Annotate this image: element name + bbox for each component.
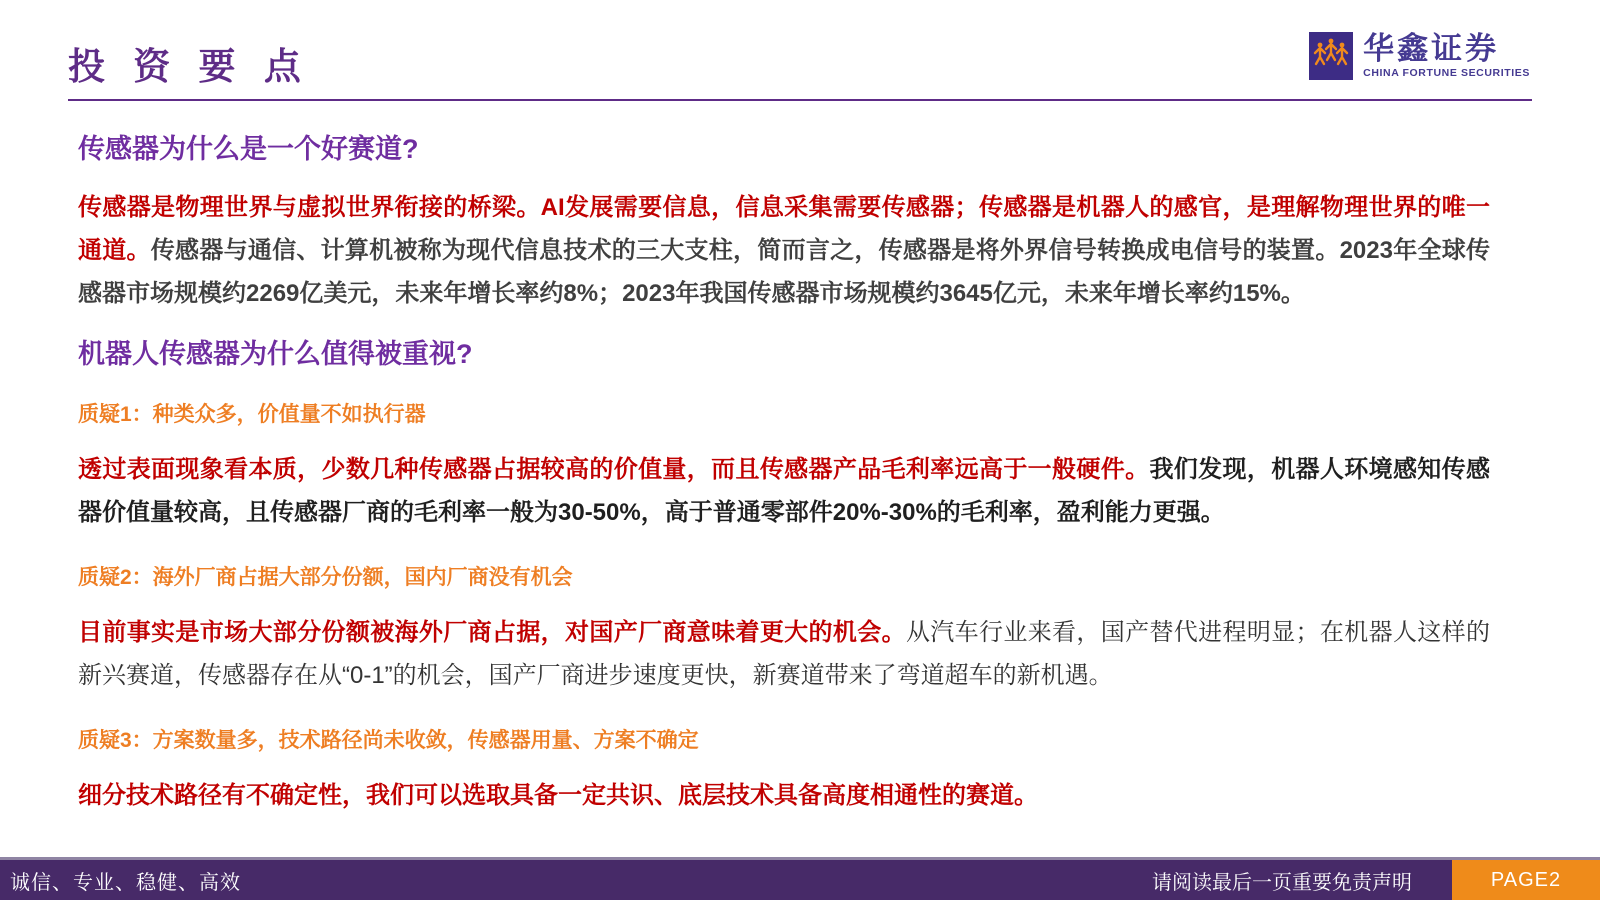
footer-motto: 诚信、专业、稳健、高效	[10, 871, 241, 894]
footer-disclaimer: 请阅读最后一页重要免责声明	[1152, 871, 1412, 894]
body-paragraph	[78, 186, 1490, 315]
challenge-label: 质疑1：种类众多，价值量不如执行器	[78, 403, 426, 426]
text-run: 透过表面现象看本质，少数几种传感器占据较高的价值量，而且传感器产品毛利率远高于一般硬件。	[78, 456, 1150, 483]
text-run: 传感器与通信、计算机被称为现代信息技术的三大支柱，简而言之，传感器是将外界信号转换成电信号的装置。2023年全球传感器市场规模约2269亿美元，未来年增长率约8%；2023年我国传感器市场规模约3645亿元，未来年增长率约15%。	[78, 237, 1491, 307]
body-paragraph	[78, 611, 1490, 697]
text-run: 从汽车行业来看，国产替代进程明显；在机器人这样的新兴赛道，传感器存在从“0-1”的机会，国产厂商进步速度更快，新赛道带来了弯道超车的新机遇。	[78, 619, 1491, 689]
footer-right-group	[1152, 860, 1600, 900]
logo-text	[1363, 33, 1530, 79]
company-logo	[1309, 32, 1530, 80]
body-paragraph	[78, 774, 1490, 817]
section-heading: 传感器为什么是一个好赛道?	[78, 134, 419, 164]
logo-name-en: CHINA FORTUNE SECURITIES	[1363, 67, 1530, 80]
challenge-label: 质疑2：海外厂商占据大部分份额，国内厂商没有机会	[78, 566, 573, 589]
page-number-badge: PAGE2	[1452, 860, 1600, 900]
content-sections	[78, 112, 1490, 817]
title-underline	[68, 99, 1532, 101]
footer-bar	[0, 857, 1600, 900]
logo-name-cn: 华鑫证券	[1363, 31, 1500, 67]
logo-mark	[1309, 32, 1353, 80]
text-run: 我们发现，机器人环境感知传感器价值量较高，且传感器厂商的毛利率一般为30-50%，高于普通零部件20%-30%的毛利率，盈利能力更强。	[78, 456, 1490, 526]
text-run: 传感器是物理世界与虚拟世界衔接的桥梁。AI发展需要信息，信息采集需要传感器；传感器是机器人的感官，是理解物理世界的唯一通道。	[78, 194, 1490, 264]
page-title: 投 资 要 点	[68, 46, 310, 87]
text-run: 细分技术路径有不确定性，我们可以选取具备一定共识、底层技术具备高度相通性的赛道。	[78, 782, 1038, 809]
body-paragraph	[78, 448, 1490, 534]
logo-figures-icon	[1313, 37, 1349, 75]
challenge-label: 质疑3：方案数量多，技术路径尚未收敛，传感器用量、方案不确定	[78, 729, 699, 752]
text-run: 目前事实是市场大部分份额被海外厂商占据，对国产厂商意味着更大的机会。	[78, 619, 906, 646]
section-heading: 机器人传感器为什么值得被重视?	[78, 339, 473, 369]
